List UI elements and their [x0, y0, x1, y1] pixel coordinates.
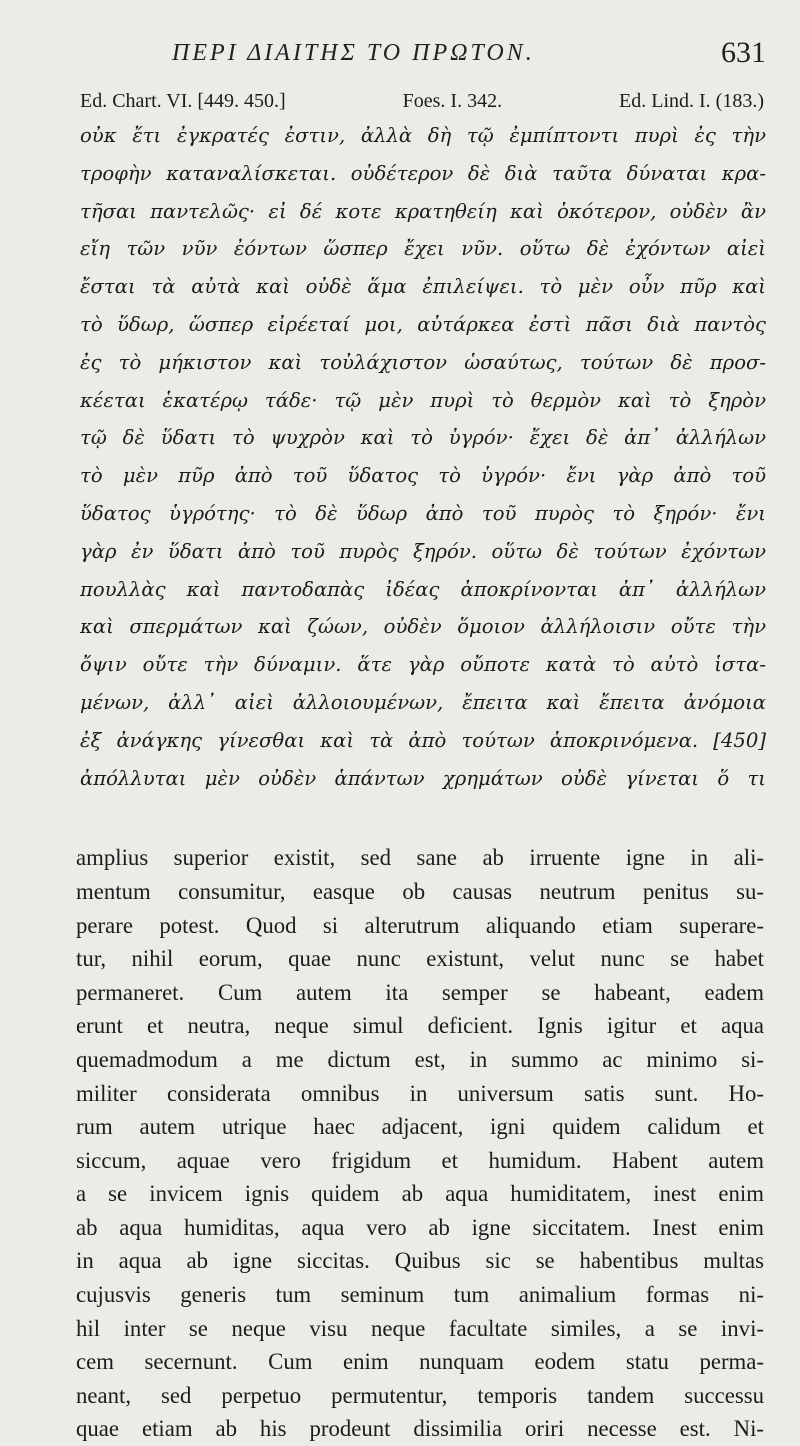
- latin-line: amplius superior existit, sed sane ab irruente igne in ali-: [76, 845, 764, 871]
- greek-line: ὕδατος ὑγρότης· τὸ δὲ ὕδωρ ἀπὸ τοῦ πυρὸς τὸ ξηρόν· ἔνι: [80, 501, 766, 525]
- greek-line: γὰρ ἐν ὕδατι ἀπὸ τοῦ πυρὸς ξηρόν. οὕτω δὲ τούτων ἐχόντων: [80, 539, 766, 563]
- greek-line: ἐξ ἀνάγκης γίνεσθαι καὶ τὰ ἀπὸ τούτων ἀποκρινόμενα. [450]: [80, 728, 766, 752]
- greek-line: ὄψιν οὔτε τὴν δύναμιν. ἅτε γὰρ οὔποτε κατὰ τὸ αὐτὸ ἱστα-: [80, 653, 766, 677]
- greek-line: τὸ ὕδωρ, ὥσπερ εἰρέεταί μοι, αὐτάρκεα ἐστὶ πᾶσι διὰ παντὸς: [80, 312, 766, 336]
- greek-line: τῷ δὲ ὕδατι τὸ ψυχρὸν καὶ τὸ ὑγρόν· ἔχει δὲ ἀπ᾽ ἀλλήλων: [80, 426, 766, 450]
- running-head: [72, 20, 770, 76]
- latin-line: militer considerata omnibus in universum satis sunt. Ho-: [76, 1080, 764, 1106]
- greek-line: καὶ σπερμάτων καὶ ζώων, οὐδὲν ὅμοιον ἀλλήλοισιν οὔτε τὴν: [80, 615, 766, 639]
- latin-line: neant, sed perpetuo permutentur, temporis tandem successu: [76, 1382, 764, 1408]
- greek-line: ἔσται τὰ αὐτὰ καὶ οὐδὲ ἅμα ἐπιλείψει. τὸ μὲν οὖν πῦρ καὶ: [80, 275, 766, 299]
- latin-line: hil inter se neque visu neque facultate similes, a se invi-: [76, 1315, 764, 1341]
- greek-line: τὸ μὲν πῦρ ἀπὸ τοῦ ὕδατος τὸ ὑγρόν· ἔνι γὰρ ἀπὸ τοῦ: [80, 464, 766, 488]
- latin-line: cujusvis generis tum seminum tum animalium formas ni-: [76, 1282, 764, 1308]
- greek-line: ἐς τὸ μήκιστον καὶ τοὐλάχιστον ὡσαύτως, τούτων δὲ προσ-: [80, 350, 766, 374]
- greek-line: οὐκ ἔτι ἐγκρατές ἐστιν, ἀλλὰ δὴ τῷ ἐμπίπτοντι πυρὶ ἐς τὴν: [80, 124, 766, 147]
- latin-line: rum autem utrique haec adjacent, igni quidem calidum et: [76, 1114, 764, 1140]
- latin-line: erunt et neutra, neque simul deficient. Ignis igitur et aqua: [76, 1013, 764, 1039]
- latin-line: siccum, aquae vero frigidum et humidum. Habent autem: [76, 1147, 764, 1173]
- greek-line: τῆσαι παντελῶς· εἰ δέ κοτε κρατηθείη καὶ ὁκότερον, οὐδὲν ἂν: [80, 199, 766, 223]
- greek-line: μένων, ἀλλ᾽ αἰεὶ ἀλλοιουμένων, ἔπειτα καὶ ἔπειτα ἀνόμοια: [80, 690, 766, 714]
- latin-line: ab aqua humiditas, aqua vero ab igne siccitatem. Inest enim: [76, 1214, 764, 1240]
- edition-foes: Foes. I. 342.: [402, 90, 503, 112]
- edition-linden: Ed. Lind. I. (183.): [619, 90, 764, 112]
- greek-line: εἴη τῶν νῦν ἐόντων ὥσπερ ἔχει νῦν. οὕτω δὲ ἐχόντων αἰεὶ: [80, 237, 766, 261]
- latin-line: a se invicem ignis quidem ab aqua humiditatem, inest enim: [76, 1181, 764, 1207]
- latin-line: cem secernunt. Cum enim nunquam eodem statu perma-: [76, 1349, 764, 1375]
- running-title: ΠΕΡΙ ΔΙΑΙΤΗΣ ΤΟ ΠΡΩΤΟΝ.: [172, 40, 535, 66]
- latin-line: in aqua ab igne siccitas. Quibus sic se habentibus multas: [76, 1248, 764, 1274]
- greek-line: πουλλὰς καὶ παντοδαπὰς ἰδέας ἀποκρίνονται ἀπ᾽ ἀλλήλων: [80, 577, 766, 601]
- greek-line: τροφὴν καταναλίσκεται. οὐδέτερον δὲ διὰ ταῦτα δύναται κρα-: [80, 161, 766, 185]
- greek-line: κέεται ἑκατέρῳ τάδε· τῷ μὲν πυρὶ τὸ θερμὸν καὶ τὸ ξηρὸν: [80, 388, 766, 412]
- latin-line: mentum consumitur, easque ob causas neutrum penitus su-: [76, 878, 764, 904]
- greek-line: ἀπόλλυται μὲν οὐδὲν ἁπάντων χρημάτων οὐδὲ γίνεται ὅ τι: [80, 766, 766, 790]
- latin-line: tur, nihil eorum, quae nunc existunt, velut nunc se habet: [76, 946, 764, 972]
- greek-text: [72, 117, 770, 797]
- latin-text: [72, 841, 770, 1446]
- latin-line: permaneret. Cum autem ita semper se habeant, eadem: [76, 979, 764, 1005]
- latin-line: quemadmodum a me dictum est, in summo ac minimo si-: [76, 1046, 764, 1072]
- edition-references: [80, 90, 764, 113]
- latin-line: perare potest. Quod si alterutrum aliquando etiam superare-: [76, 912, 764, 938]
- page-number: 631: [721, 36, 766, 69]
- edition-chartier: Ed. Chart. VI. [449. 450.]: [80, 90, 286, 112]
- latin-line: quae etiam ab his prodeunt dissimilia oriri necesse est. Ni-: [76, 1416, 764, 1442]
